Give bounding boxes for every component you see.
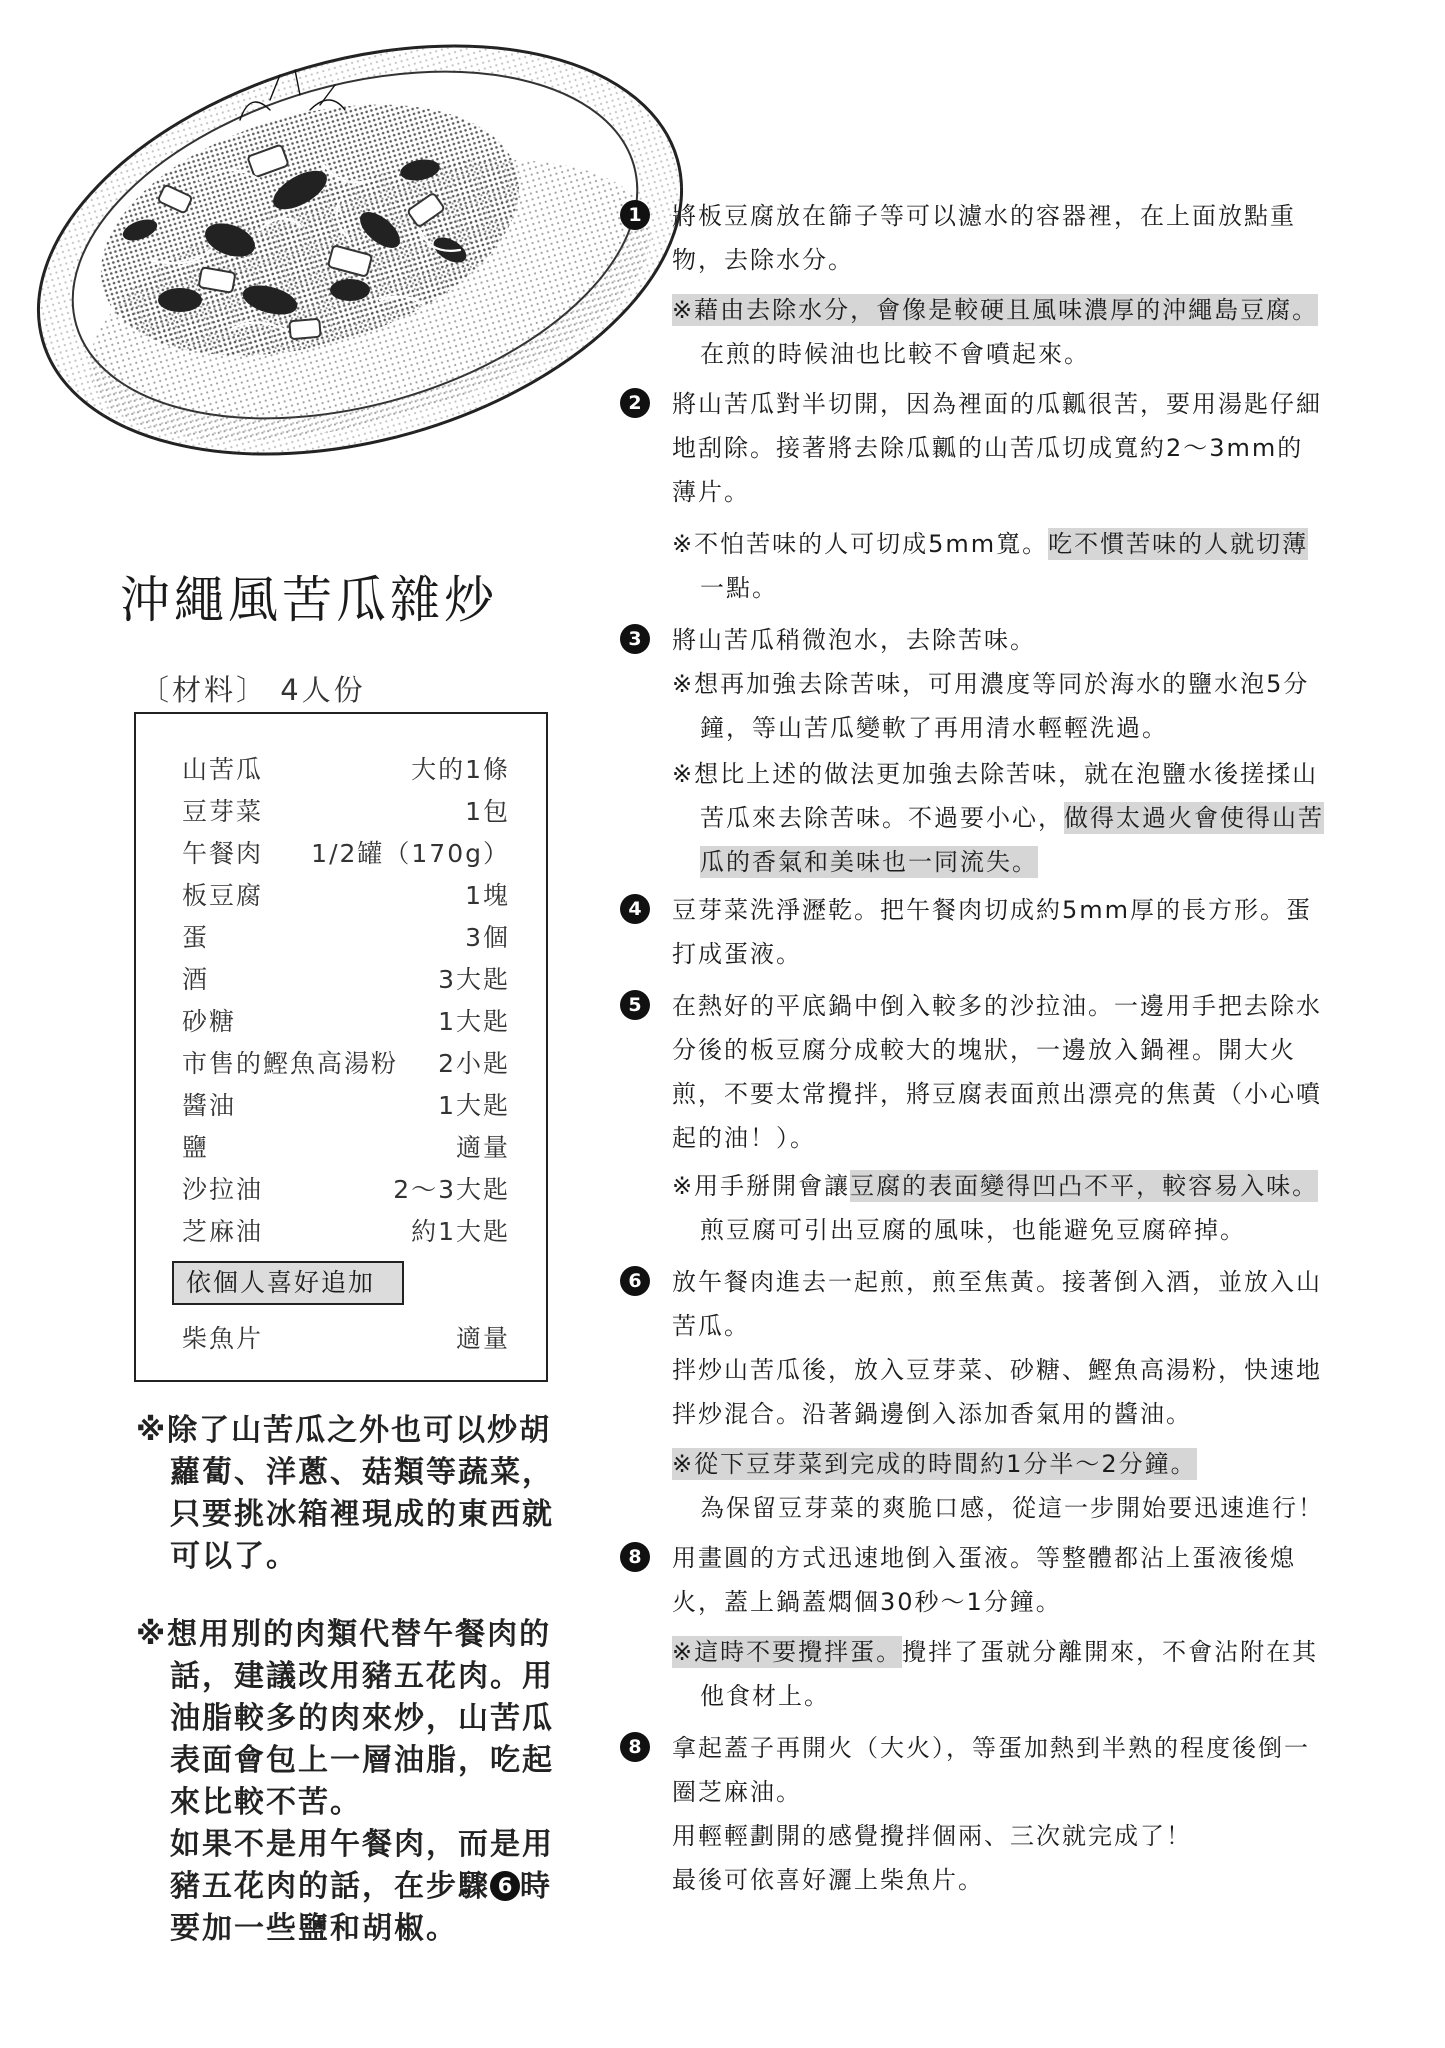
step-number-icon: 8 [620, 1732, 650, 1762]
step-text: 薄片。 [672, 478, 750, 506]
step-text: 一點。 [700, 574, 778, 602]
step-number-icon: 4 [620, 894, 650, 924]
note-line: 只要挑冰箱裡現成的東西就 [170, 1497, 554, 1532]
step-number-icon: 6 [620, 1266, 650, 1296]
ingredient-name: 砂糖 [182, 1007, 237, 1036]
step-line [672, 1030, 1296, 1065]
ingredient-name: 午餐肉 [182, 839, 264, 868]
ingredient-row [182, 1212, 510, 1252]
step-text: 放午餐肉進去一起煎，煎至焦黃。接著倒入酒，並放入山 [672, 1268, 1322, 1296]
step-text: 煎，不要太常攪拌，將豆腐表面煎出漂亮的焦黃（小心噴 [672, 1080, 1322, 1108]
step-line [672, 754, 1318, 789]
step-line [700, 568, 778, 603]
step-text: 拿起蓋子再開火（大火），等蛋加熱到半熟的程度後倒一 [672, 1734, 1310, 1762]
step-text: 拌炒山苦瓜後，放入豆芽菜、砂糖、鰹魚高湯粉，快速地 [672, 1356, 1322, 1384]
step-line [672, 1118, 816, 1153]
step-text: 鐘，等山苦瓜變軟了再用清水輕輕洗過。 [700, 714, 1168, 742]
note-text: 豬五花肉的話，在步驟 [170, 1869, 490, 1904]
step-line [672, 1582, 1062, 1617]
step-text: 分後的板豆腐分成較大的塊狀，一邊放入鍋裡。開大火 [672, 1036, 1296, 1064]
step-number-icon: 1 [620, 200, 650, 230]
ingredient-name: 柴魚片 [182, 1324, 264, 1353]
step-text: 攪拌了蛋就分離開來，不會沾附在其 [902, 1638, 1319, 1666]
step-text: ※想比上述的做法更加強去除苦味，就在泡鹽水後搓揉山 [672, 760, 1319, 788]
step-line [672, 1816, 1192, 1851]
step-line [672, 986, 1322, 1021]
step-line [672, 240, 854, 275]
step-line [672, 1860, 984, 1895]
note-line: 蘿蔔、洋蔥、菇類等蔬菜， [170, 1455, 554, 1490]
step-line [672, 1166, 1318, 1201]
step-line [672, 1394, 1192, 1429]
ingredient-amount: 1大匙 [438, 1007, 510, 1036]
step-text: 最後可依喜好灑上柴魚片。 [672, 1866, 984, 1894]
step-number-icon: 3 [620, 624, 650, 654]
step-text: 瓜的香氣和美味也一同流失。 [700, 848, 1038, 876]
ingredient-amount: 1包 [465, 797, 510, 826]
step-line [672, 1074, 1322, 1109]
ingredient-row [182, 834, 510, 874]
note-line: ※除了山苦瓜之外也可以炒胡 [136, 1413, 552, 1448]
step-line [700, 1676, 830, 1711]
step-text: 為保留豆芽菜的爽脆口感，從這一步開始要迅速進行！ [700, 1494, 1324, 1522]
ingredient-name: 鹽 [182, 1133, 210, 1162]
ingredient-row [182, 960, 510, 1000]
ingredient-name: 蛋 [182, 923, 210, 952]
step-text: ※藉由去除水分，會像是較硬且風味濃厚的沖繩島豆腐。 [672, 296, 1319, 324]
step-line [672, 384, 1322, 419]
step-line [672, 664, 1309, 699]
ingredient-row [182, 1044, 510, 1084]
step-text: 圈芝麻油。 [672, 1778, 802, 1806]
optional-ingredient-row [182, 1319, 510, 1359]
step-line [700, 708, 1168, 743]
ingredient-amount: 約1大匙 [411, 1217, 510, 1246]
step-text: 將板豆腐放在篩子等可以濾水的容器裡，在上面放點重 [672, 202, 1296, 230]
ingredient-name: 板豆腐 [182, 881, 264, 910]
step-line [672, 472, 750, 507]
step-text: ※這時不要攪拌蛋。 [672, 1638, 903, 1666]
ingredient-name: 市售的鰹魚高湯粉 [182, 1049, 399, 1078]
step-text: 起的油！）。 [672, 1124, 816, 1152]
step-line [672, 620, 1036, 655]
ingredient-amount: 3個 [465, 923, 510, 952]
step-line [672, 1538, 1296, 1573]
ingredient-row [182, 1170, 510, 1210]
step-text: 在煎的時候油也比較不會噴起來。 [700, 340, 1090, 368]
step-text: 物，去除水分。 [672, 246, 854, 274]
step-text: 苦瓜來去除苦味。不過要小心， [700, 804, 1064, 832]
optional-heading: 依個人喜好追加 [172, 1261, 404, 1305]
step-text: 火，蓋上鍋蓋燜個30秒〜1分鐘。 [672, 1588, 1062, 1616]
step-line [700, 1488, 1324, 1523]
step-line [672, 196, 1296, 231]
note-line: 話，建議改用豬五花肉。用 [170, 1659, 554, 1694]
note-line: 可以了。 [170, 1539, 298, 1574]
step-text: 地刮除。接著將去除瓜瓤的山苦瓜切成寬約2〜3mm的 [672, 434, 1304, 462]
ingredient-row [182, 750, 510, 790]
step-text: 將山苦瓜稍微泡水，去除苦味。 [672, 626, 1036, 654]
step-line [672, 1306, 750, 1341]
note-line: 來比較不苦。 [170, 1785, 362, 1820]
note-line [136, 1866, 566, 1908]
step-text: 將山苦瓜對半切開，因為裡面的瓜瓤很苦，要用湯匙仔細 [672, 390, 1322, 418]
step-number-icon: 2 [620, 388, 650, 418]
ingredient-amount: 1塊 [465, 881, 510, 910]
dish-illustration [0, 0, 700, 520]
ingredient-amount: 大的1條 [411, 755, 510, 784]
step-reference-icon: 6 [490, 1871, 520, 1901]
ingredient-row [182, 918, 510, 958]
step-number-icon: 5 [620, 990, 650, 1020]
step-line [672, 934, 802, 969]
note-line: 表面會包上一層油脂，吃起 [170, 1743, 554, 1778]
ingredients-box [134, 712, 548, 1382]
ingredient-amount: 適量 [455, 1133, 510, 1162]
ingredient-amount: 1大匙 [438, 1091, 510, 1120]
note-line: 如果不是用午餐肉，而是用 [170, 1827, 554, 1862]
note-line: ※想用別的肉類代替午餐肉的 [136, 1617, 552, 1652]
note-line: 油脂較多的肉來炒，山苦瓜 [170, 1701, 554, 1736]
ingredient-row [182, 876, 510, 916]
step-line [672, 1262, 1322, 1297]
ingredient-row [182, 1002, 510, 1042]
ingredient-row [182, 1086, 510, 1126]
materials-heading: 〔材料〕 4人份 [140, 673, 366, 707]
step-text: 在熱好的平底鍋中倒入較多的沙拉油。一邊用手把去除水 [672, 992, 1322, 1020]
step-text: 豆芽菜洗淨瀝乾。把午餐肉切成約5mm厚的長方形。蛋 [672, 896, 1313, 924]
step-text: 用畫圓的方式迅速地倒入蛋液。等整體都沾上蛋液後熄 [672, 1544, 1296, 1572]
ingredient-row [182, 792, 510, 832]
ingredient-name: 醬油 [182, 1091, 237, 1120]
ingredient-amount: 3大匙 [438, 965, 510, 994]
note-meat-substitute [136, 1614, 566, 1950]
step-text: ※想再加強去除苦味，可用濃度等同於海水的鹽水泡5分 [672, 670, 1310, 698]
ingredient-name: 芝麻油 [182, 1217, 264, 1246]
ingredient-amount: 2〜3大匙 [393, 1175, 510, 1204]
step-text: ※不怕苦味的人可切成5mm寬。 [672, 530, 1049, 558]
step-line [672, 524, 1308, 559]
step-text: 打成蛋液。 [672, 940, 802, 968]
recipe-title: 沖繩風苦瓜雜炒 [120, 571, 498, 629]
step-line [672, 428, 1303, 463]
ingredient-amount: 2小匙 [438, 1049, 510, 1078]
step-text: 豆腐的表面變得凹凸不平，較容易入味。 [850, 1172, 1319, 1200]
step-line [700, 842, 1038, 877]
step-text: 煎豆腐可引出豆腐的風味，也能避免豆腐碎掉。 [700, 1216, 1246, 1244]
step-line [700, 334, 1090, 369]
step-line [672, 1350, 1322, 1385]
step-line [700, 1210, 1246, 1245]
ingredient-name: 沙拉油 [182, 1175, 264, 1204]
step-text: 用輕輕劃開的感覺攪拌個兩、三次就完成了！ [672, 1822, 1192, 1850]
step-line [700, 798, 1324, 833]
step-text: 做得太過火會使得山苦 [1064, 804, 1324, 832]
step-line [672, 1632, 1318, 1667]
step-line [672, 890, 1312, 925]
ingredient-amount: 1/2罐（170g） [311, 839, 510, 868]
step-text: 苦瓜。 [672, 1312, 750, 1340]
ingredient-row [182, 1128, 510, 1168]
note-text: 時 [520, 1869, 552, 1904]
step-text: ※從下豆芽菜到完成的時間約1分半〜2分鐘。 [672, 1450, 1197, 1478]
note-line: 要加一些鹽和胡椒。 [170, 1911, 458, 1946]
ingredient-name: 酒 [182, 965, 210, 994]
step-line [672, 1772, 802, 1807]
ingredient-name: 豆芽菜 [182, 797, 264, 826]
step-text: 拌炒混合。沿著鍋邊倒入添加香氣用的醬油。 [672, 1400, 1192, 1428]
step-line [672, 290, 1318, 325]
step-line [672, 1444, 1197, 1479]
step-text: 吃不慣苦味的人就切薄 [1048, 530, 1309, 558]
step-number-icon: 8 [620, 1542, 650, 1572]
ingredient-amount: 適量 [455, 1324, 510, 1353]
ingredient-name: 山苦瓜 [182, 755, 264, 784]
note-vegetables [136, 1410, 566, 1578]
step-text: ※用手掰開會讓 [672, 1172, 851, 1200]
step-line [672, 1728, 1310, 1763]
step-text: 他食材上。 [700, 1682, 830, 1710]
